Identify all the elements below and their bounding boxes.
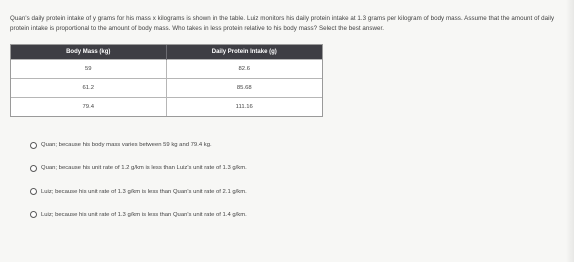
question-text: Quan's daily protein intake of y grams for his mass x kilograms is shown in the table. Luiz monitors his daily protein intake at 1.3 grams per kilogram of body mass. Assume that the amount of daily protein intake is proportional to the amount of body mass. Who takes in less protein relative to his body mass? Select the best answer. [10,15,555,32]
answer-choice-c[interactable] [10,187,564,197]
table-row [11,78,322,97]
data-table [10,44,323,117]
header-body-mass: Body Mass (kg) [11,45,166,59]
table-cell-body-mass: 59 [11,59,166,78]
answer-choice-d[interactable] [10,210,564,220]
answer-choices [10,140,564,220]
answer-choice-label: Luiz; because his unit rate of 1.3 g/km is less than Quan's unit rate of 1.4 g/km. [41,211,247,218]
header-protein-intake: Daily Protein Intake (g) [166,45,322,59]
radio-button[interactable] [30,188,37,195]
answer-choice-b[interactable] [10,163,564,173]
radio-button[interactable] [30,142,37,149]
table-cell-protein: 111.16 [166,97,322,116]
page-edge-shadow [566,0,574,262]
table-cell-body-mass: 61.2 [11,78,166,97]
table-row [11,59,322,78]
table-cell-body-mass: 79.4 [11,97,166,116]
answer-choice-a[interactable] [10,140,564,150]
table-header-row [11,45,322,59]
table-cell-protein: 85.68 [166,78,322,97]
radio-button[interactable] [30,211,37,218]
answer-choice-label: Quan; because his body mass varies between 59 kg and 79.4 kg. [41,142,212,149]
table-cell-protein: 82.6 [166,59,322,78]
table-row [11,97,322,116]
answer-choice-label: Luiz; because his unit rate of 1.3 g/km is less than Quan's unit rate of 2.1 g/km. [41,188,247,195]
answer-choice-label: Quan; because his unit rate of 1.2 g/km is less than Luiz's unit rate of 1.3 g/km. [41,165,247,172]
radio-button[interactable] [30,165,37,172]
